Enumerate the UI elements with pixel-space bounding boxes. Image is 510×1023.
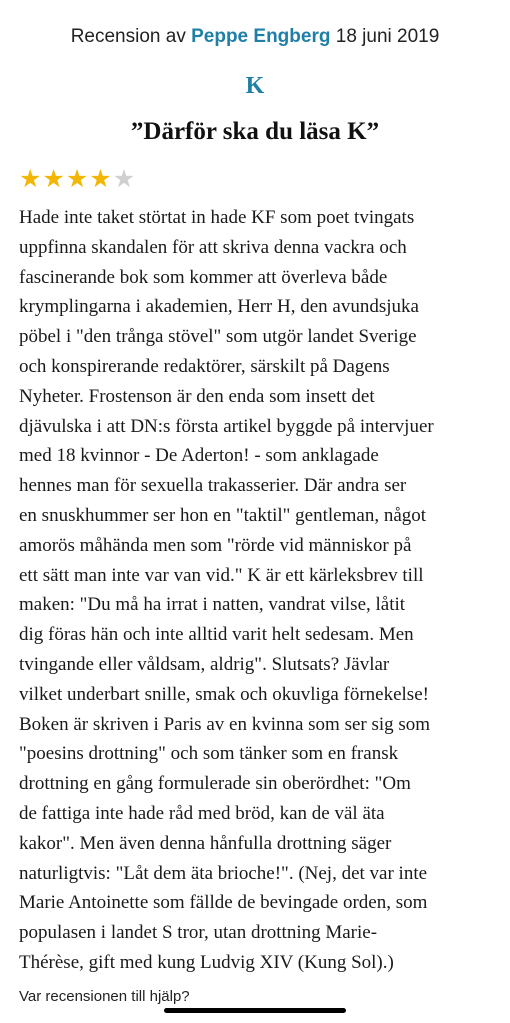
reviewer-name-link[interactable]: Peppe Engberg bbox=[191, 26, 331, 47]
star-filled-icon: ★ bbox=[19, 164, 42, 193]
review-date: 18 juni 2019 bbox=[335, 26, 440, 47]
review-text-line: kakor". Men även denna hånfulla drottning säger bbox=[19, 832, 392, 854]
review-heading: ”Därför ska du läsa K” bbox=[130, 118, 380, 145]
review-text-line: maken: "Du må ha irrat i natten, vandrat vilse, låtit bbox=[19, 594, 406, 616]
review-text-line: tvingande eller våldsam, aldrig". Slutsats? Jävlar bbox=[19, 653, 390, 675]
review-text-line: djävulska i att DN:s första artikel byggde på intervjuer bbox=[19, 415, 434, 437]
review-byline bbox=[0, 26, 510, 48]
review-text-line: krymplingarna i akademien, Herr H, den avundsjuka bbox=[19, 296, 419, 318]
review-text bbox=[19, 203, 501, 978]
review-text-line: Boken är skriven i Paris av en kvinna som ser sig som bbox=[19, 713, 431, 735]
review-text-line: vilket underbart snille, smak och okuvliga förnekelse! bbox=[19, 683, 429, 705]
byline-prefix: Recension av bbox=[70, 26, 186, 47]
star-empty-icon: ★ bbox=[112, 164, 136, 193]
review-text-line: naturligtvis: "Låt dem äta brioche!". (Nej, det var inte bbox=[19, 862, 428, 884]
review-text-line: Hade inte taket störtat in hade KF som poet tvingats bbox=[19, 207, 415, 228]
review-text-line: uppfinna skandalen för att skriva denna vackra och bbox=[19, 236, 407, 258]
helpful-question-link[interactable]: Var recensionen till hjälp? bbox=[19, 988, 190, 1005]
review-text-line: ett sätt man inte var van vid." K är ett kärleksbrev till bbox=[19, 564, 424, 586]
star-filled-icon: ★ bbox=[65, 164, 89, 193]
star-filled-icon: ★ bbox=[42, 164, 65, 193]
star-filled-icon: ★ bbox=[89, 164, 112, 193]
review-text-line: med 18 kvinnor - De Aderton! - som anklagade bbox=[19, 445, 379, 467]
book-title-link[interactable]: K bbox=[245, 73, 265, 99]
review-text-line: amorös måhända men som "rörde vid människor på bbox=[19, 534, 412, 556]
review-text-line: pöbel i "den trånga stövel" som utgör landet Sverige bbox=[19, 326, 417, 348]
review-text-line: hennes man för sexuella trakasserier. Där andra ser bbox=[19, 475, 407, 497]
review-text-line: Thérèse, gift med kung Ludvig XIV (Kung Sol).) bbox=[19, 951, 394, 973]
review-text-line: Marie Antoinette som fällde de bevingade orden, som bbox=[19, 892, 428, 914]
home-indicator[interactable] bbox=[164, 1008, 346, 1013]
review-text-line: de fattiga inte hade råd med bröd, kan de väl äta bbox=[19, 802, 385, 824]
review-text-line: drottning en gång formulerade sin oberördhet: "Om bbox=[19, 773, 411, 795]
review-text-line: Nyheter. Frostenson är den enda som insett det bbox=[19, 385, 375, 407]
review-text-line: dig föras hän och inte alltid varit helt sedesam. Men bbox=[19, 624, 414, 646]
review-text-line: och konspirerande redaktörer, särskilt på Dagens bbox=[19, 355, 390, 377]
review-text-line: fascinerande bok som kommer att överleva både bbox=[19, 266, 388, 288]
review-text-line: en snuskhummer ser hon en "taktil" gentleman, något bbox=[19, 504, 427, 526]
star-rating bbox=[19, 166, 135, 192]
review-text-line: populasen i landet S tror, utan drottning Marie- bbox=[19, 922, 378, 944]
review-text-line: "poesins drottning" och som tänker som en fransk bbox=[19, 743, 399, 765]
